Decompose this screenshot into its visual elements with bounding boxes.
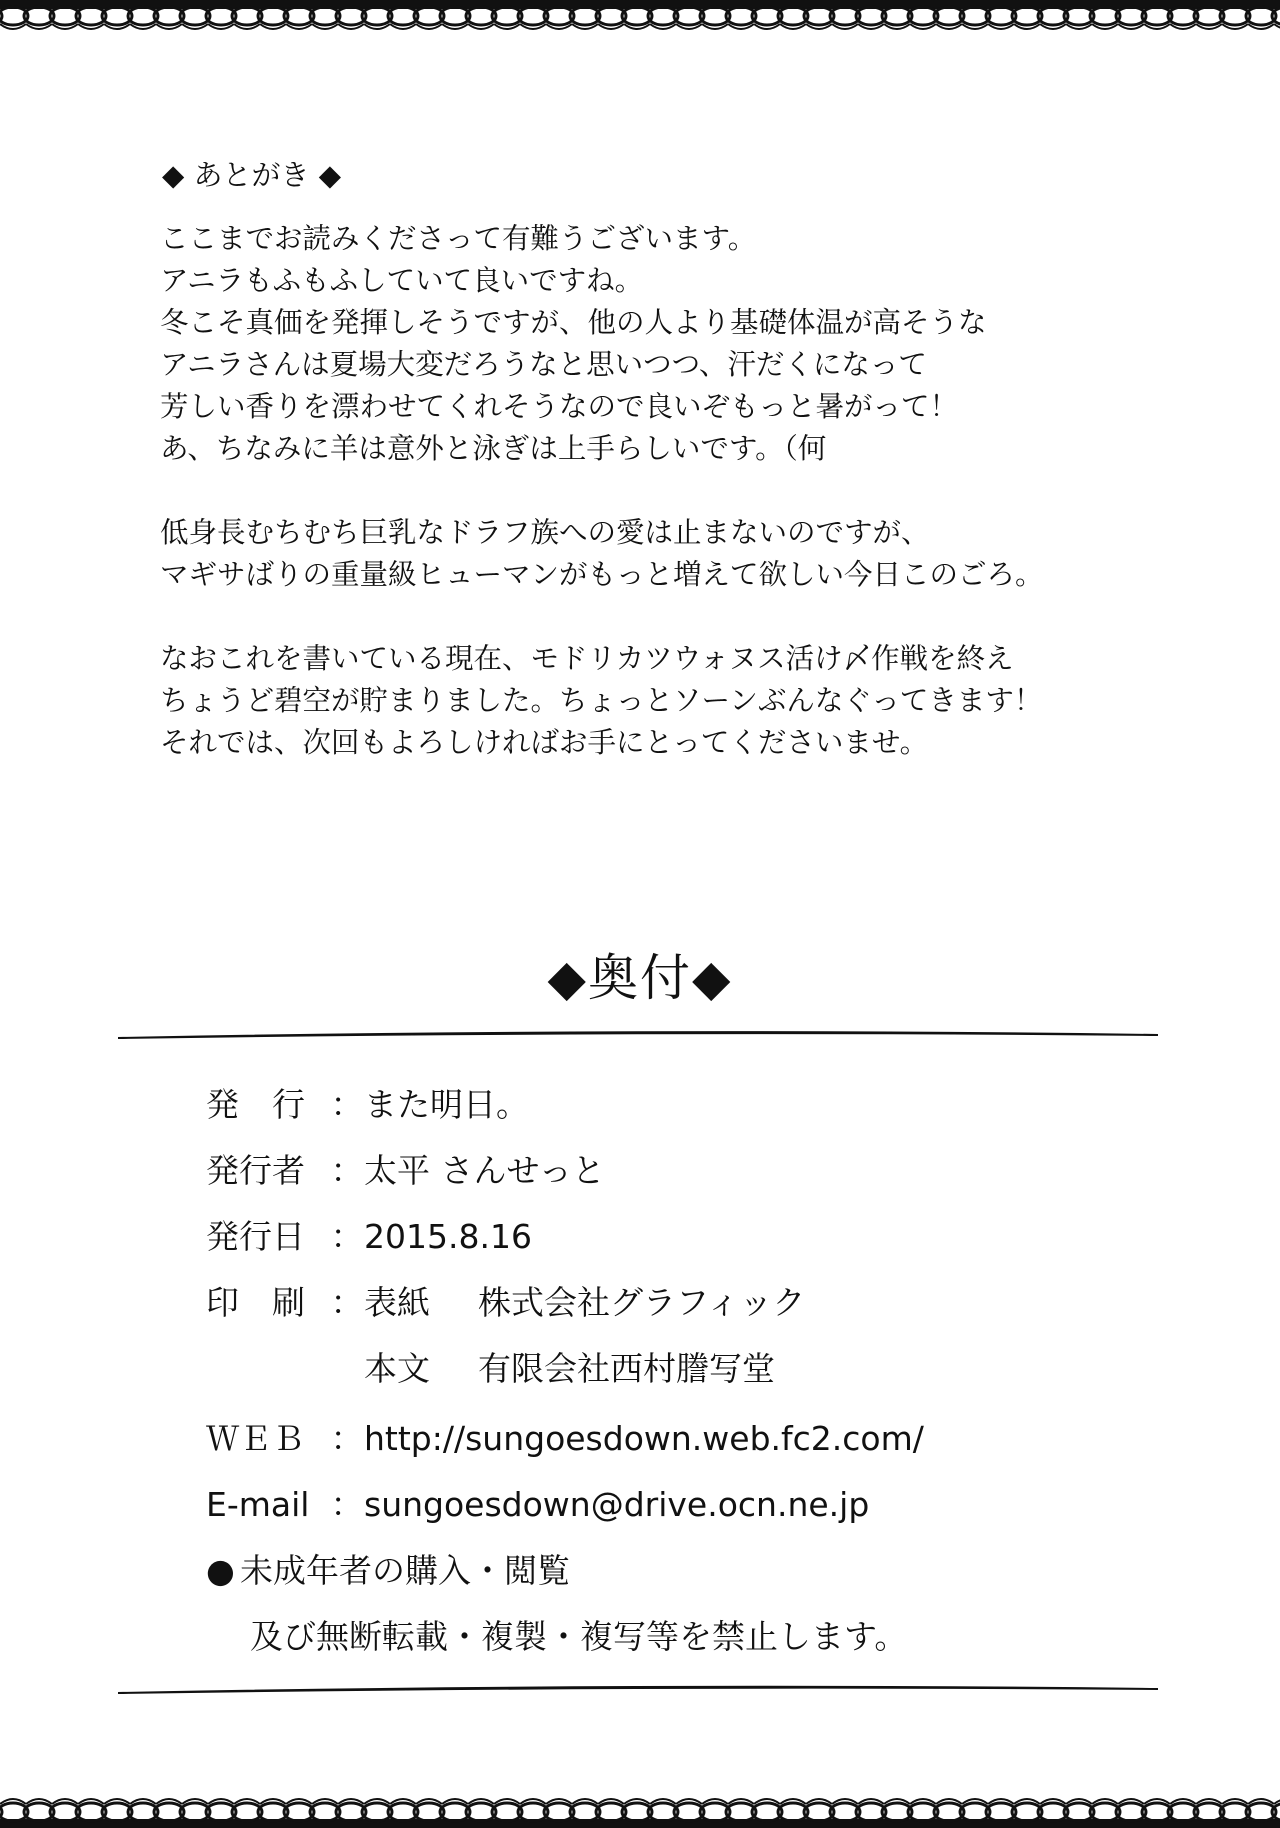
afterword-line: なおこれを書いている現在、モドリカツウォヌス活け〆作戦を終え — [160, 642, 1014, 675]
issuer-label: 発行者 — [206, 1151, 305, 1190]
cover-printer: 株式会社グラフィック — [478, 1283, 806, 1322]
decorative-border-bottom — [0, 1788, 1280, 1828]
body-print-row — [206, 1336, 1166, 1402]
body-label: 本文 — [364, 1349, 430, 1388]
issuer-row — [206, 1138, 1166, 1204]
date-value: 2015.8.16 — [364, 1217, 532, 1256]
print-label: 印 刷 — [206, 1283, 305, 1322]
email-value: sungoesdown@drive.ocn.ne.jp — [364, 1485, 870, 1524]
notice-line-2: 及び無断転載・複製・複写等を禁止します。 — [250, 1617, 908, 1656]
afterword-line: 低身長むちむち巨乳なドラフ族への愛は止まないのですが、 — [160, 516, 930, 549]
colon: ： — [330, 1485, 364, 1524]
afterword-line: 芳しい香りを漂わせてくれそうなので良いぞもっと暑がって！ — [160, 390, 959, 423]
web-url: http://sungoesdown.web.fc2.com/ — [364, 1419, 924, 1458]
afterword-line: アニラさんは夏場大変だろうなと思いつつ、汗だくになって — [160, 348, 927, 381]
afterword-line: それでは、次回もよろしければお手にとってくださいませ。 — [160, 726, 929, 759]
decorative-border-top — [0, 0, 1280, 40]
afterword-heading: ◆ あとがき ◆ — [162, 158, 342, 192]
colophon-title: ◆奥付◆ — [547, 949, 733, 1007]
afterword-paragraph — [160, 638, 1120, 764]
publisher-label: 発 行 — [206, 1085, 305, 1124]
date-label: 発行日 — [206, 1217, 305, 1256]
afterword-line: ちょうど碧空が貯まりました。ちょっとソーンぶんなぐってきます！ — [160, 684, 1043, 717]
date-row — [206, 1204, 1166, 1270]
afterword-line: 冬こそ真価を発揮しそうですが、他の人より基礎体温が高そうな — [160, 306, 987, 339]
colon: ： — [330, 1217, 364, 1256]
colon: ： — [330, 1085, 364, 1124]
bullet-icon: ● — [206, 1551, 235, 1590]
web-label: ＷＥＢ — [206, 1419, 305, 1458]
notice-line-1 — [206, 1538, 1166, 1604]
publisher-row — [206, 1072, 1166, 1138]
cover-label: 表紙 — [364, 1283, 430, 1322]
colophon-section — [206, 1072, 1166, 1670]
divider-top — [118, 1028, 1158, 1044]
afterword-line: あ、ちなみに羊は意外と泳ぎは上手らしいです。（何 — [160, 432, 827, 465]
print-row — [206, 1270, 1166, 1336]
colon: ： — [330, 1283, 364, 1322]
publisher-value: また明日。 — [364, 1085, 529, 1124]
colon: ： — [330, 1151, 364, 1190]
web-row — [206, 1406, 1166, 1472]
afterword-paragraph — [160, 218, 1120, 470]
afterword-line: マギサばりの重量級ヒューマンがもっと増えて欲しい今日このごろ。 — [160, 558, 1044, 591]
email-row — [206, 1472, 1166, 1538]
email-label: E-mail — [206, 1485, 310, 1524]
body-printer: 有限会社西村謄写堂 — [478, 1349, 775, 1388]
afterword-line: ここまでお読みくださって有難うございます。 — [160, 222, 757, 255]
afterword-line: アニラもふもふしていて良いですね。 — [160, 264, 644, 297]
divider-bottom — [118, 1682, 1158, 1698]
colon: ： — [330, 1419, 364, 1458]
afterword-section — [160, 150, 1120, 764]
notice-text-1: 未成年者の購入・閲覧 — [240, 1551, 570, 1590]
issuer-value: 太平 さんせっと — [364, 1151, 605, 1190]
afterword-paragraph — [160, 512, 1120, 596]
